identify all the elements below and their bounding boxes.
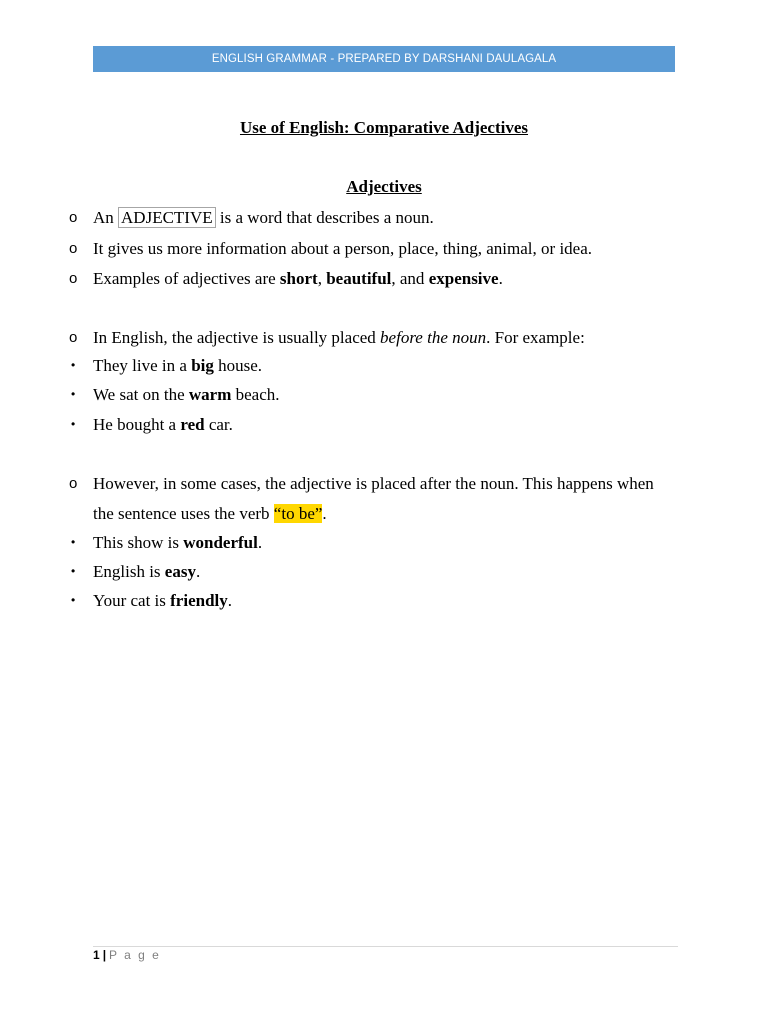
example-item: • We sat on the warm beach. — [93, 380, 683, 409]
bullet-icon: • — [71, 564, 76, 578]
circle-bullet-icon: o — [69, 270, 78, 287]
list-item: o In English, the adjective is usually placed before the noun. For example: — [93, 323, 683, 352]
list-item: o Examples of adjectives are short, beautiful, and expensive. — [93, 264, 683, 293]
page-label: P a g e — [109, 948, 161, 962]
circle-bullet-icon: o — [69, 329, 78, 346]
example-item: • Your cat is friendly. — [93, 586, 683, 615]
circle-bullet-icon: o — [69, 240, 78, 257]
boxed-term: ADJECTIVE — [118, 207, 216, 228]
document-title: Use of English: Comparative Adjectives — [239, 118, 529, 137]
example-item: • He bought a red car. — [93, 410, 683, 439]
circle-bullet-icon: o — [69, 475, 78, 492]
list-item: o It gives us more information about a person, place, thing, animal, or idea. — [93, 234, 683, 263]
list-item: o However, in some cases, the adjective is placed after the noun. This happens when — [93, 469, 683, 498]
footer-separator: | — [102, 948, 107, 962]
list-item-continuation: the sentence uses the verb “to be”. — [93, 504, 327, 523]
page-number: 1 — [93, 948, 100, 962]
bullet-icon: • — [71, 593, 76, 607]
page-footer — [93, 946, 161, 964]
highlighted-term: “to be” — [273, 504, 323, 523]
circle-bullet-icon: o — [69, 209, 78, 226]
example-item: • This show is wonderful. — [93, 528, 683, 557]
bullet-icon: • — [71, 387, 76, 401]
section-heading: Adjectives — [346, 177, 422, 196]
list-item: o An ADJECTIVE is a word that describes a noun. — [93, 203, 683, 232]
bullet-icon: • — [71, 535, 76, 549]
footer-divider — [93, 946, 678, 947]
header-banner: ENGLISH GRAMMAR - PREPARED BY DARSHANI DAULAGALA — [93, 46, 675, 72]
bullet-icon: • — [71, 417, 76, 431]
example-item: • English is easy. — [93, 557, 683, 586]
example-item: • They live in a big house. — [93, 351, 683, 380]
bullet-icon: • — [71, 358, 76, 372]
